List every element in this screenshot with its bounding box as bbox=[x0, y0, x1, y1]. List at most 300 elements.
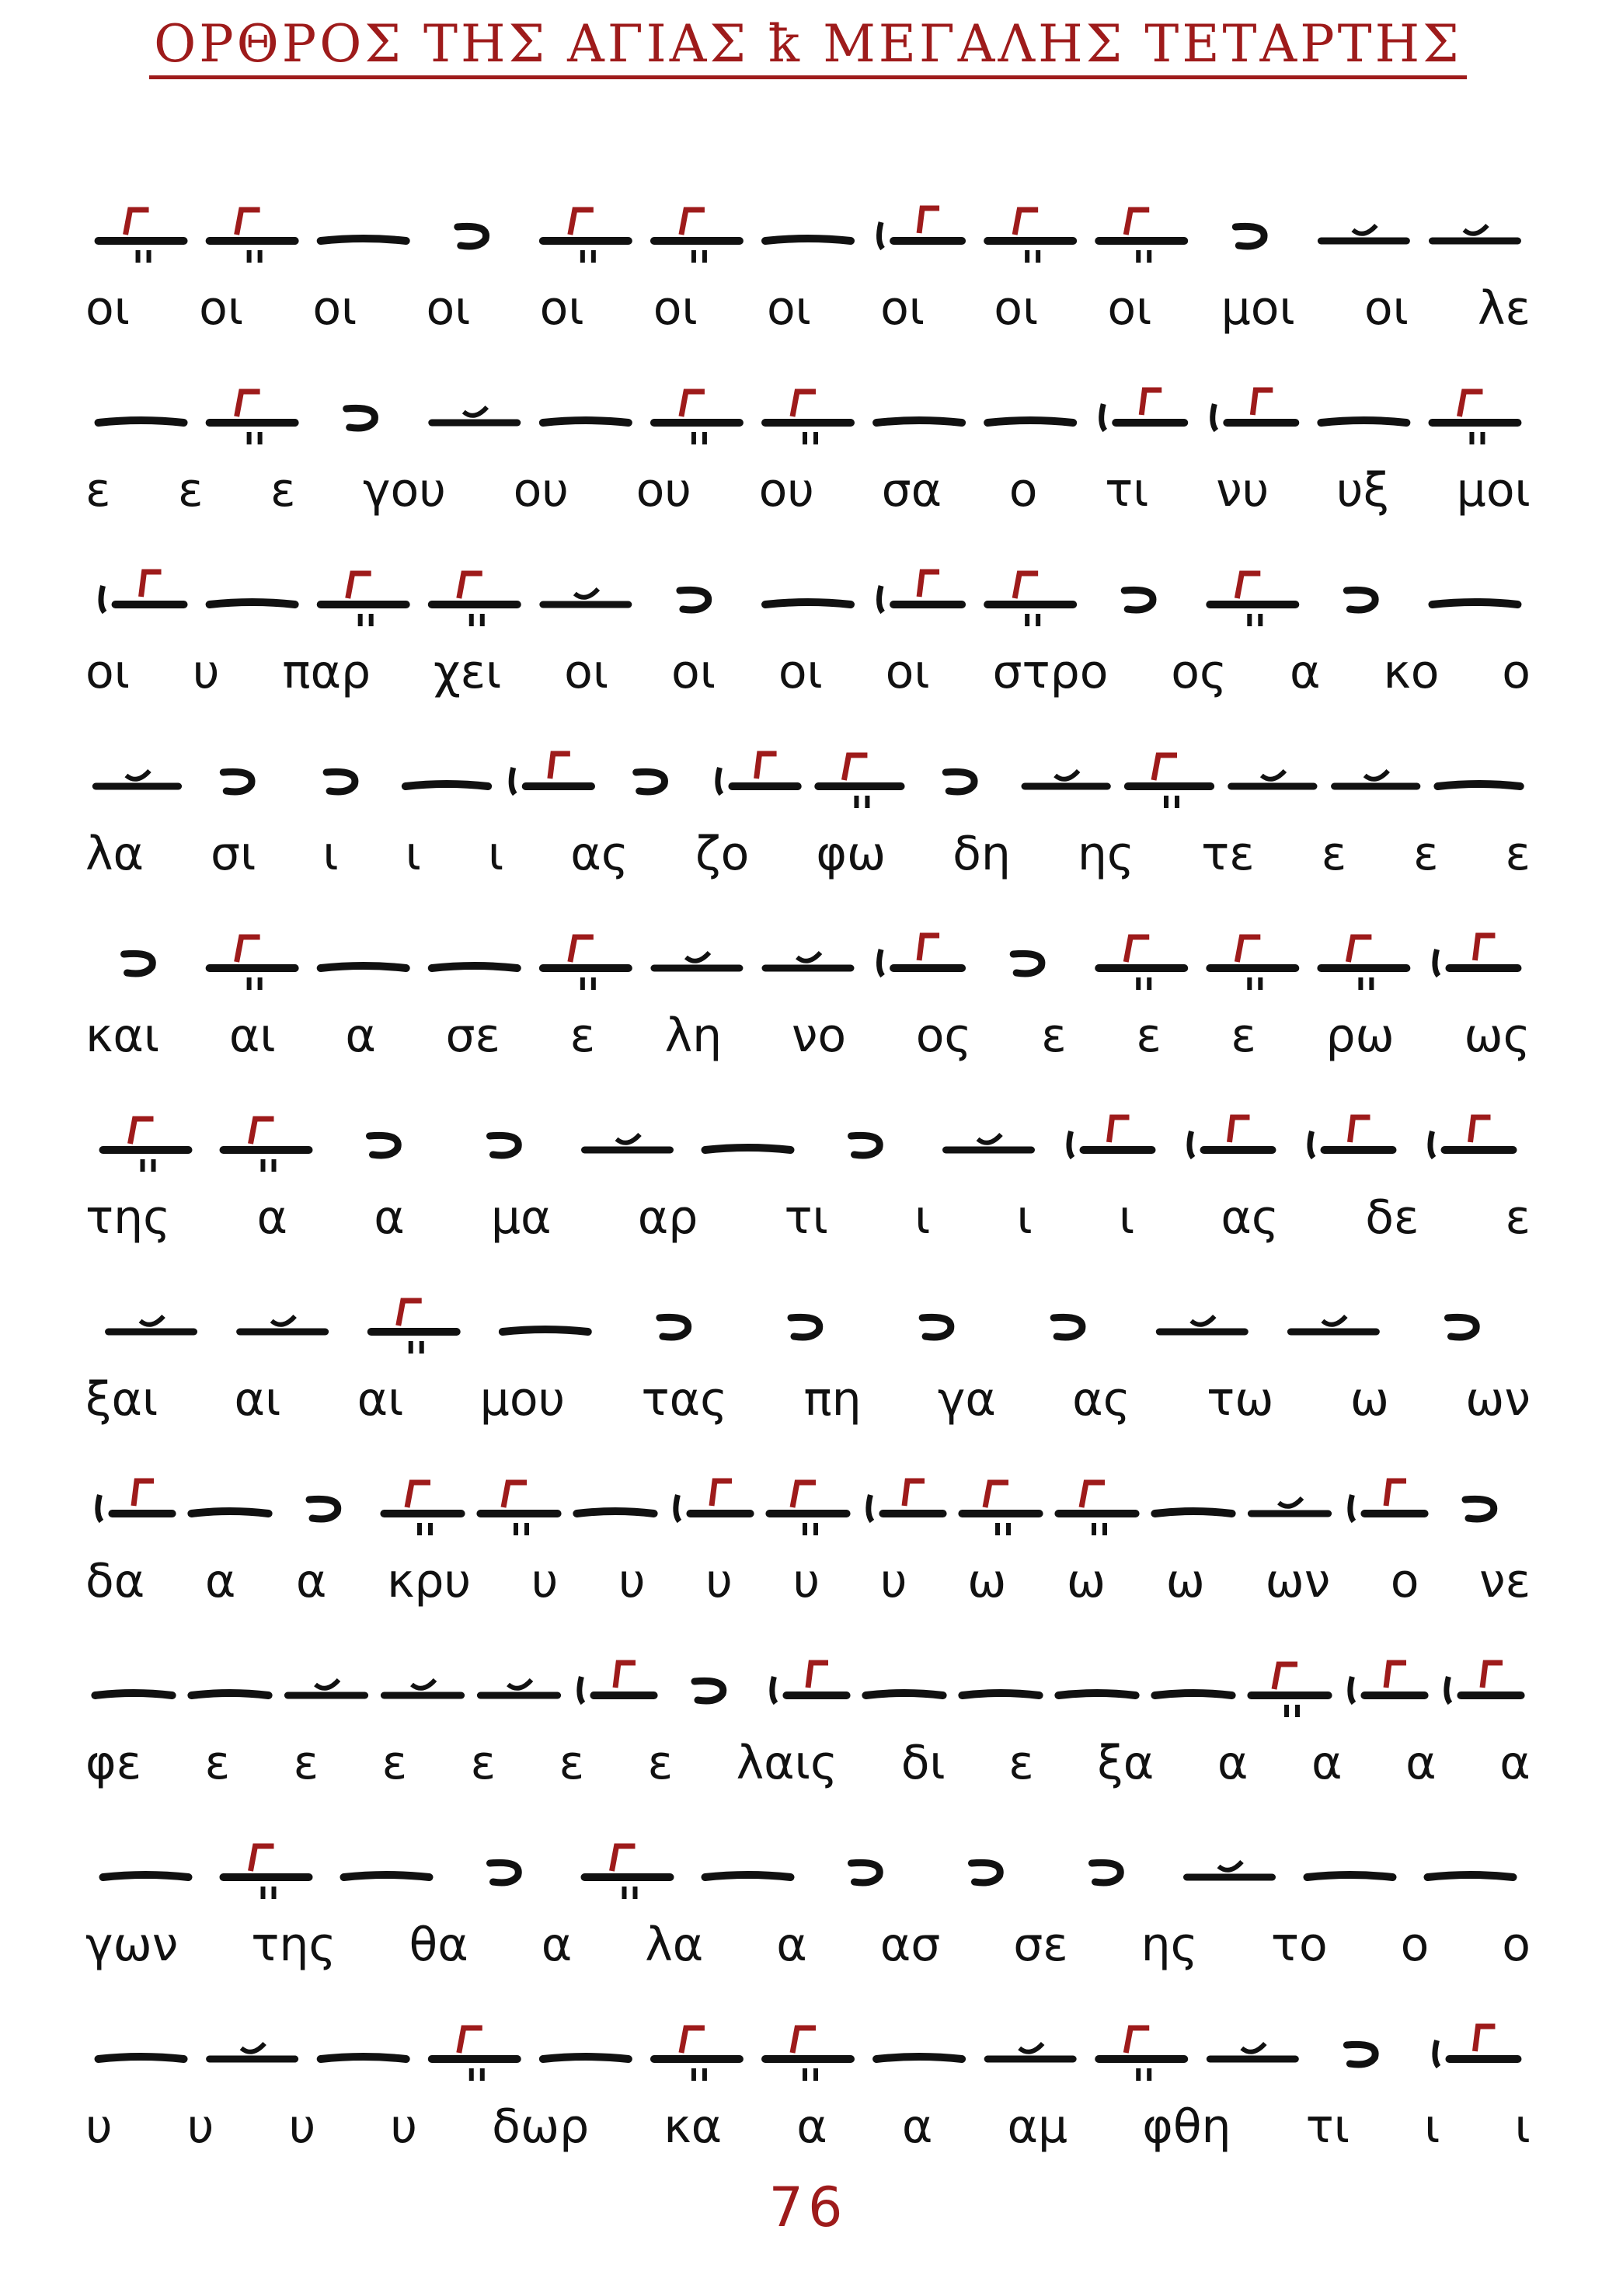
lyric-syllable: ζο bbox=[695, 827, 750, 881]
lyric-syllable: λαις bbox=[736, 1736, 838, 1790]
lyric-syllable: ι bbox=[1514, 2099, 1531, 2154]
neume-glyph bbox=[1432, 392, 1517, 444]
lyric-syllable: αι bbox=[228, 1009, 276, 1063]
neume-glyph bbox=[818, 755, 900, 808]
lyric-syllable: τε bbox=[1201, 827, 1255, 881]
neume-glyph bbox=[101, 572, 184, 612]
neume-glyph bbox=[347, 408, 375, 428]
neume-line bbox=[85, 1258, 1531, 1367]
neume-glyph bbox=[972, 1862, 1001, 1883]
lyric-syllable: ι bbox=[1016, 1190, 1033, 1245]
lyric-syllable: κο bbox=[1383, 645, 1440, 699]
neume-glyph bbox=[869, 1481, 943, 1521]
neume-glyph bbox=[1102, 390, 1185, 430]
lyric-syllable: ε bbox=[470, 1736, 496, 1790]
lyric-syllable: και bbox=[85, 1009, 160, 1063]
neume-line bbox=[85, 1076, 1531, 1185]
lyric-syllable: οι bbox=[1364, 281, 1409, 336]
neume-glyph bbox=[1058, 1693, 1135, 1695]
lyric-syllable: τω bbox=[1207, 1372, 1274, 1427]
neume-glyph bbox=[987, 210, 1073, 263]
neume-glyph bbox=[1428, 1875, 1513, 1877]
lyric-syllable: ε bbox=[559, 1736, 585, 1790]
lyric-syllable: τι bbox=[784, 1190, 828, 1245]
neume-glyph bbox=[210, 210, 295, 263]
neume-glyph bbox=[676, 1481, 751, 1521]
neume-glyph bbox=[879, 208, 963, 249]
lyric-syllable: ι bbox=[914, 1190, 931, 1245]
lyric-syllable: μοι bbox=[1221, 281, 1295, 336]
lyric-syllable: ω bbox=[1350, 1372, 1389, 1427]
neume-glyph bbox=[99, 210, 184, 263]
neume-glyph bbox=[1069, 1117, 1152, 1158]
lyric-line bbox=[85, 2096, 1531, 2158]
neume-glyph bbox=[654, 392, 740, 444]
neume-glyph bbox=[543, 210, 629, 263]
neume-glyph bbox=[210, 602, 295, 604]
lyric-syllable: υ bbox=[705, 1554, 733, 1608]
neume-glyph bbox=[309, 1499, 338, 1519]
lyric-syllable: ξαι bbox=[85, 1372, 158, 1427]
lyric-line bbox=[85, 1550, 1531, 1612]
neume-glyph bbox=[718, 754, 798, 794]
neume-glyph bbox=[371, 1301, 457, 1354]
neume-glyph bbox=[223, 772, 252, 792]
lyric-syllable: ε bbox=[1041, 1009, 1067, 1063]
neume-glyph bbox=[580, 1663, 654, 1703]
lyric-syllable: ε bbox=[293, 1736, 319, 1790]
neume-glyph bbox=[1099, 937, 1184, 990]
neume-glyph bbox=[1210, 573, 1295, 626]
neume-line bbox=[85, 1985, 1531, 2094]
neume-line bbox=[85, 531, 1531, 639]
lyric-syllable: α bbox=[1405, 1736, 1437, 1790]
lyric-syllable: φθη bbox=[1142, 2099, 1231, 2154]
neume-glyph bbox=[1437, 784, 1520, 786]
lyric-syllable: οι bbox=[670, 645, 716, 699]
neume-glyph bbox=[962, 1693, 1039, 1695]
neume-glyph bbox=[1058, 1482, 1135, 1535]
lyric-syllable: ε bbox=[647, 1736, 674, 1790]
lyric-syllable: σι bbox=[211, 827, 256, 881]
lyric-syllable: ε bbox=[1321, 827, 1347, 881]
neume-glyph bbox=[490, 1862, 519, 1883]
lyric-syllable: υ bbox=[879, 1554, 907, 1608]
lyric-syllable: α bbox=[1311, 1736, 1343, 1790]
lyric-syllable: υ bbox=[618, 1554, 646, 1608]
lyric-syllable: τι bbox=[1305, 2099, 1350, 2154]
neume-glyph bbox=[791, 1317, 820, 1337]
lyric-syllable: ων bbox=[1265, 1554, 1331, 1608]
neume-glyph bbox=[344, 1875, 430, 1877]
lyric-syllable: τι bbox=[1105, 463, 1149, 517]
neume-glyph bbox=[1213, 390, 1296, 430]
neume-glyph bbox=[876, 420, 962, 423]
neume-glyph bbox=[458, 226, 486, 246]
lyric-syllable: ασ bbox=[879, 1918, 941, 1972]
neume-glyph bbox=[210, 2043, 295, 2059]
lyric-syllable: ης bbox=[1077, 827, 1135, 881]
neume-glyph bbox=[99, 420, 184, 423]
neume-line bbox=[85, 1440, 1531, 1549]
neume-line bbox=[85, 349, 1531, 458]
neume-glyph bbox=[765, 392, 851, 444]
lyric-syllable: α bbox=[1499, 1736, 1531, 1790]
lyric-syllable: ι bbox=[405, 827, 421, 881]
neume-glyph bbox=[1155, 1693, 1231, 1695]
neume-glyph bbox=[1290, 1316, 1376, 1332]
lyric-line bbox=[85, 1368, 1531, 1430]
neume-glyph bbox=[543, 420, 629, 423]
neume-glyph bbox=[1235, 226, 1264, 246]
neume-glyph bbox=[1251, 1664, 1328, 1717]
lyric-syllable: α bbox=[204, 1554, 236, 1608]
neume-glyph bbox=[99, 2057, 184, 2059]
neume-glyph bbox=[987, 420, 1073, 423]
lyric-syllable: ε bbox=[381, 1736, 408, 1790]
neume-glyph bbox=[1013, 953, 1042, 974]
neume-glyph bbox=[922, 1317, 951, 1337]
lyric-syllable: ας bbox=[1221, 1190, 1280, 1245]
neume-glyph bbox=[103, 1875, 189, 1877]
lyric-syllable: ω bbox=[1066, 1554, 1106, 1608]
neume-glyph bbox=[1310, 1117, 1393, 1158]
lyric-syllable: δωρ bbox=[492, 2099, 590, 2154]
lyric-syllable: α bbox=[256, 1190, 288, 1245]
lyric-syllable: οι bbox=[199, 281, 244, 336]
chant-system bbox=[85, 1440, 1531, 1620]
neume-glyph bbox=[1210, 2043, 1295, 2059]
chant-system bbox=[85, 712, 1531, 893]
lyric-line bbox=[85, 1732, 1531, 1794]
lyric-line bbox=[85, 277, 1531, 340]
lyric-syllable: ε bbox=[1505, 1190, 1531, 1245]
chant-system bbox=[85, 894, 1531, 1075]
neume-glyph bbox=[224, 1119, 309, 1172]
lyric-syllable: οι bbox=[312, 281, 357, 336]
lyric-syllable: δε bbox=[1365, 1190, 1419, 1245]
neume-glyph bbox=[432, 966, 517, 968]
lyric-syllable: λη bbox=[664, 1009, 723, 1063]
lyric-syllable: οι bbox=[1107, 281, 1152, 336]
lyric-syllable: ε bbox=[1008, 1736, 1034, 1790]
neume-glyph bbox=[585, 1134, 670, 1150]
lyric-syllable: οι bbox=[766, 281, 811, 336]
neume-glyph bbox=[1350, 1663, 1425, 1703]
neume-glyph bbox=[1128, 755, 1210, 808]
neume-glyph bbox=[946, 1134, 1032, 1150]
neume-glyph bbox=[210, 392, 295, 444]
page-title bbox=[0, 14, 1616, 74]
lyric-line bbox=[85, 1005, 1531, 1067]
lyric-syllable: οι bbox=[426, 281, 471, 336]
neume-glyph bbox=[1155, 1511, 1231, 1514]
neume-glyph bbox=[1335, 771, 1417, 786]
lyric-syllable: οι bbox=[539, 281, 584, 336]
neume-glyph bbox=[876, 2057, 962, 2059]
lyric-syllable: υ bbox=[288, 2099, 316, 2154]
lyric-syllable: ου bbox=[636, 463, 692, 517]
neume-glyph bbox=[1430, 1117, 1513, 1158]
chant-system bbox=[85, 1622, 1531, 1802]
lyric-syllable: ως bbox=[1464, 1009, 1531, 1063]
lyric-syllable: ο bbox=[1008, 463, 1038, 517]
neume-glyph bbox=[1092, 1862, 1121, 1883]
neume-glyph bbox=[406, 784, 488, 786]
lyric-syllable: ε bbox=[1413, 827, 1439, 881]
neume-line bbox=[85, 1803, 1531, 1912]
lyric-syllable: υ bbox=[192, 645, 220, 699]
lyric-syllable: οι bbox=[85, 645, 131, 699]
neume-glyph bbox=[1447, 1317, 1476, 1337]
neume-glyph bbox=[1159, 1316, 1245, 1332]
lyric-syllable: ε bbox=[270, 463, 296, 517]
chant-system bbox=[85, 167, 1531, 347]
lyric-syllable: α bbox=[901, 2099, 933, 2154]
neume-glyph bbox=[1321, 225, 1406, 241]
lyric-line bbox=[85, 641, 1531, 703]
lyric-syllable: νο bbox=[791, 1009, 847, 1063]
chant-system bbox=[85, 349, 1531, 529]
lyric-syllable: γου bbox=[363, 463, 446, 517]
neume-glyph bbox=[772, 1663, 847, 1703]
page-number: 76 bbox=[768, 2176, 848, 2239]
neume-glyph bbox=[765, 953, 851, 968]
neume-line bbox=[85, 1622, 1531, 1730]
neume-glyph bbox=[879, 935, 963, 976]
lyric-syllable: οι bbox=[564, 645, 609, 699]
lyric-syllable: ρω bbox=[1325, 1009, 1395, 1063]
neume-glyph bbox=[326, 772, 355, 792]
neume-glyph bbox=[1346, 2044, 1375, 2064]
lyric-syllable: θα bbox=[409, 1918, 468, 1972]
lyric-syllable: σε bbox=[1013, 1918, 1068, 1972]
lyric-syllable: ου bbox=[758, 463, 815, 517]
lyric-syllable: υ bbox=[390, 2099, 418, 2154]
neume-glyph bbox=[432, 407, 517, 423]
lyric-syllable: νε bbox=[1479, 1554, 1531, 1608]
neume-glyph bbox=[124, 953, 153, 974]
lyric-syllable: ε bbox=[204, 1736, 231, 1790]
lyric-syllable: υ bbox=[85, 2099, 113, 2154]
lyric-syllable: κα bbox=[663, 2099, 723, 2154]
neume-glyph bbox=[1321, 937, 1406, 990]
lyric-syllable: ας bbox=[1072, 1372, 1130, 1427]
neume-glyph bbox=[585, 1846, 670, 1899]
lyric-syllable: οι bbox=[85, 281, 131, 336]
lyric-line bbox=[85, 459, 1531, 521]
lyric-syllable: ε bbox=[1505, 827, 1531, 881]
lyric-syllable: ο bbox=[1502, 1918, 1531, 1972]
neume-glyph bbox=[224, 1846, 309, 1899]
neume-glyph bbox=[98, 1481, 172, 1521]
lyric-syllable: ε bbox=[569, 1009, 596, 1063]
lyric-syllable: α bbox=[541, 1918, 573, 1972]
neume-glyph bbox=[1124, 590, 1153, 610]
lyric-syllable: σα bbox=[881, 463, 942, 517]
neume-glyph bbox=[287, 1680, 364, 1695]
neume-glyph bbox=[765, 239, 851, 241]
neume-glyph bbox=[765, 2028, 851, 2081]
neume-line bbox=[85, 894, 1531, 1003]
lyric-syllable: οι bbox=[994, 281, 1039, 336]
lyric-syllable: αρ bbox=[637, 1190, 698, 1245]
lyric-syllable: μα bbox=[490, 1190, 552, 1245]
lyric-syllable: αι bbox=[357, 1372, 404, 1427]
neume-glyph bbox=[654, 953, 740, 968]
lyric-syllable: λα bbox=[85, 827, 145, 881]
lyric-syllable: οι bbox=[885, 645, 930, 699]
lyric-syllable: ου bbox=[513, 463, 569, 517]
lyric-line bbox=[85, 823, 1531, 885]
neume-glyph bbox=[321, 2057, 406, 2059]
chant-system bbox=[85, 1258, 1531, 1438]
lyric-syllable: ε bbox=[85, 463, 111, 517]
chant-system bbox=[85, 1803, 1531, 1984]
neume-glyph bbox=[480, 1482, 557, 1535]
lyric-syllable: γων bbox=[85, 1918, 179, 1972]
lyric-syllable: ας bbox=[570, 827, 629, 881]
neume-glyph bbox=[480, 1680, 557, 1695]
lyric-syllable: α bbox=[374, 1190, 405, 1245]
neume-glyph bbox=[1350, 1481, 1425, 1521]
lyric-syllable: α bbox=[345, 1009, 376, 1063]
lyric-syllable: α bbox=[1289, 645, 1321, 699]
neume-glyph bbox=[636, 772, 665, 792]
neume-glyph bbox=[865, 1693, 942, 1695]
neume-glyph bbox=[705, 1875, 791, 1877]
lyric-syllable: γα bbox=[937, 1372, 996, 1427]
neume-glyph bbox=[210, 937, 295, 990]
lyric-syllable: οι bbox=[778, 645, 823, 699]
lyric-syllable: της bbox=[251, 1918, 336, 1972]
lyric-syllable: ι bbox=[1424, 2099, 1440, 2154]
neume-glyph bbox=[769, 1482, 846, 1535]
lyric-syllable: υ bbox=[186, 2099, 214, 2154]
lyric-syllable: ο bbox=[1502, 645, 1531, 699]
lyric-syllable: υξ bbox=[1336, 463, 1390, 517]
neume-glyph bbox=[543, 589, 629, 604]
neume-glyph bbox=[695, 1681, 723, 1701]
lyric-syllable: τας bbox=[641, 1372, 728, 1427]
neume-glyph bbox=[1447, 1663, 1521, 1703]
lyric-syllable: φω bbox=[816, 827, 886, 881]
chant-system bbox=[85, 531, 1531, 711]
neume-glyph bbox=[987, 2043, 1073, 2059]
lyric-syllable: ω bbox=[1165, 1554, 1205, 1608]
lyric-syllable: μου bbox=[479, 1372, 566, 1427]
lyric-syllable: αμ bbox=[1007, 2099, 1068, 2154]
neume-line bbox=[85, 167, 1531, 276]
lyric-syllable: ε bbox=[1231, 1009, 1256, 1063]
neume-glyph bbox=[321, 966, 406, 968]
neume-glyph bbox=[432, 2028, 517, 2081]
neume-glyph bbox=[1308, 1875, 1393, 1877]
neume-glyph bbox=[1025, 771, 1107, 786]
neume-glyph bbox=[879, 572, 963, 612]
neume-glyph bbox=[1432, 225, 1517, 241]
neume-glyph bbox=[240, 1316, 326, 1332]
lyric-syllable: δι bbox=[900, 1736, 946, 1790]
lyric-syllable: α bbox=[1217, 1736, 1249, 1790]
lyric-syllable: νυ bbox=[1216, 463, 1269, 517]
neume-glyph bbox=[576, 1511, 653, 1514]
lyric-syllable: α bbox=[776, 1918, 807, 1972]
lyric-syllable: ι bbox=[487, 827, 504, 881]
lyric-syllable: φε bbox=[85, 1736, 142, 1790]
chant-system bbox=[85, 1076, 1531, 1256]
lyric-syllable: υ bbox=[531, 1554, 559, 1608]
neume-glyph bbox=[321, 573, 406, 626]
page-title-text: ΟΡΘΡΟΣ ΤΗΣ ΑΓΙΑΣ ꝁ ΜΕΓΑΛΗΣ ΤΕΤΑΡΤΗΣ bbox=[149, 14, 1467, 79]
lyric-syllable: ε bbox=[178, 463, 204, 517]
neume-glyph bbox=[95, 1693, 172, 1695]
neume-glyph bbox=[191, 1511, 268, 1514]
neume-glyph bbox=[654, 2028, 740, 2081]
lyric-line bbox=[85, 1186, 1531, 1249]
lyric-syllable: δα bbox=[85, 1554, 145, 1608]
lyric-syllable: α bbox=[796, 2099, 827, 2154]
lyric-syllable: ε bbox=[1136, 1009, 1162, 1063]
lyric-syllable: ι bbox=[1118, 1190, 1135, 1245]
lyric-syllable: ι bbox=[322, 827, 339, 881]
lyric-syllable: μοι bbox=[1456, 463, 1531, 517]
lyric-syllable: κρυ bbox=[387, 1554, 472, 1608]
lyric-syllable: ων bbox=[1465, 1372, 1531, 1427]
lyric-syllable: λε bbox=[1478, 281, 1531, 336]
chant-system bbox=[85, 1985, 1531, 2165]
neume-glyph bbox=[1187, 1862, 1273, 1877]
neume-glyph bbox=[1099, 2028, 1184, 2081]
neume-glyph bbox=[503, 1329, 588, 1332]
neume-glyph bbox=[384, 1680, 461, 1695]
lyric-syllable: στρο bbox=[992, 645, 1109, 699]
neume-glyph bbox=[1465, 1499, 1494, 1519]
lyric-syllable: το bbox=[1270, 1918, 1328, 1972]
lyric-syllable: ης bbox=[1141, 1918, 1198, 1972]
neume-glyph bbox=[103, 1119, 189, 1172]
neume-glyph bbox=[321, 239, 406, 241]
lyric-syllable: ος bbox=[1171, 645, 1228, 699]
neume-glyph bbox=[1251, 1498, 1328, 1514]
neume-glyph bbox=[191, 1693, 268, 1695]
lyric-syllable: α bbox=[295, 1554, 327, 1608]
neume-glyph bbox=[1231, 771, 1314, 786]
lyric-syllable: χει bbox=[433, 645, 502, 699]
neume-glyph bbox=[1435, 2026, 1518, 2067]
lyric-syllable: ω bbox=[967, 1554, 1007, 1608]
neume-glyph bbox=[432, 573, 517, 626]
lyric-syllable: ο bbox=[1400, 1918, 1430, 1972]
neume-glyph bbox=[490, 1135, 519, 1155]
lyric-syllable: δη bbox=[953, 827, 1011, 881]
lyric-syllable: ο bbox=[1390, 1554, 1419, 1608]
lyric-syllable: οι bbox=[880, 281, 925, 336]
neume-glyph bbox=[370, 1135, 399, 1155]
neume-glyph bbox=[705, 1148, 791, 1150]
neume-glyph bbox=[1210, 937, 1295, 990]
lyric-syllable: αι bbox=[234, 1372, 281, 1427]
neume-glyph bbox=[962, 1482, 1039, 1535]
lyric-syllable: της bbox=[85, 1190, 171, 1245]
neume-glyph bbox=[852, 1135, 880, 1155]
lyric-syllable: σε bbox=[445, 1009, 500, 1063]
neume-glyph bbox=[946, 772, 974, 792]
neume-glyph bbox=[680, 590, 709, 610]
neume-glyph bbox=[852, 1862, 880, 1883]
neume-glyph bbox=[543, 2057, 629, 2059]
lyric-syllable: παρ bbox=[282, 645, 371, 699]
